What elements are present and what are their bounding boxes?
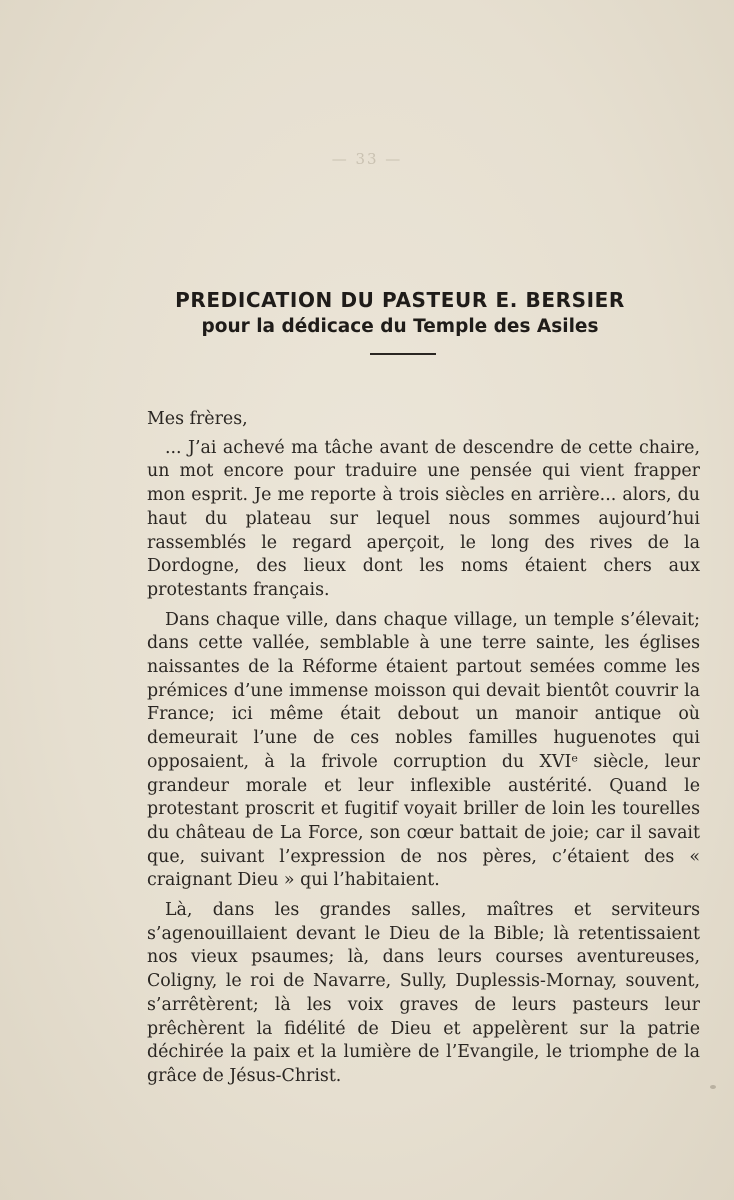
page-title: PREDICATION DU PASTEUR E. BERSIER [175, 288, 625, 312]
sermon-text [147, 408, 700, 1089]
paragraph-2: Dans chaque ville, dans chaque village, un temple s’élevait; dans cette vallée, semblable à une terre sainte, les églises naissantes de la Réforme étaient partout semées comme les prémices d’une immense moisson qui devait bientôt couvrir la France; ici même était debout un manoir antique où demeurait l’une de ces nobles familles huguenotes qui opposaient, à la frivole corruption du XVIᵉ siècle, leur grandeur morale et leur inflexible austérité. Quand le protestant proscrit et fugitif voyait briller de loin les tourelles du château de La Force, son cœur battait de joie; car il savait que, suivant l’expression de nos pères, c’étaient des « craignant Dieu » qui l’habitaient. [147, 609, 700, 891]
page-number: — 33 — [331, 150, 403, 168]
title-divider [370, 353, 436, 355]
page-subtitle: pour la dédicace du Temple des Asiles [201, 316, 599, 337]
paragraph-3: Là, dans les grandes salles, maîtres et serviteurs s’agenouillaient devant le Dieu de la Bible; là retentissaient nos vieux psaumes; là, dans leurs courses aventureuses, Coligny, le roi de Navarre, Sully, Duplessis-Mornay, souvent, s’arrêtèrent; là les voix graves de leurs pasteurs leur prêchèrent la fidélité de Dieu et appelèrent sur la patrie déchirée la paix et la lumière de l’Evangile, le triomphe de la grâce de Jésus-Christ. [147, 900, 700, 1086]
salutation: Mes frères, [147, 409, 248, 429]
paper-smudge [710, 1085, 716, 1089]
paragraph-1: ... J’ai achevé ma tâche avant de descendre de cette chaire, un mot encore pour traduire une pensée qui vient frapper mon esprit. Je me reporte à trois siècles en arrière... alors, du haut du plateau sur lequel nous sommes aujourd’hui rassemblés le regard aperçoit, le long des rives de la Dordogne, des lieux dont les noms étaient chers aux protestants français. [147, 437, 700, 600]
